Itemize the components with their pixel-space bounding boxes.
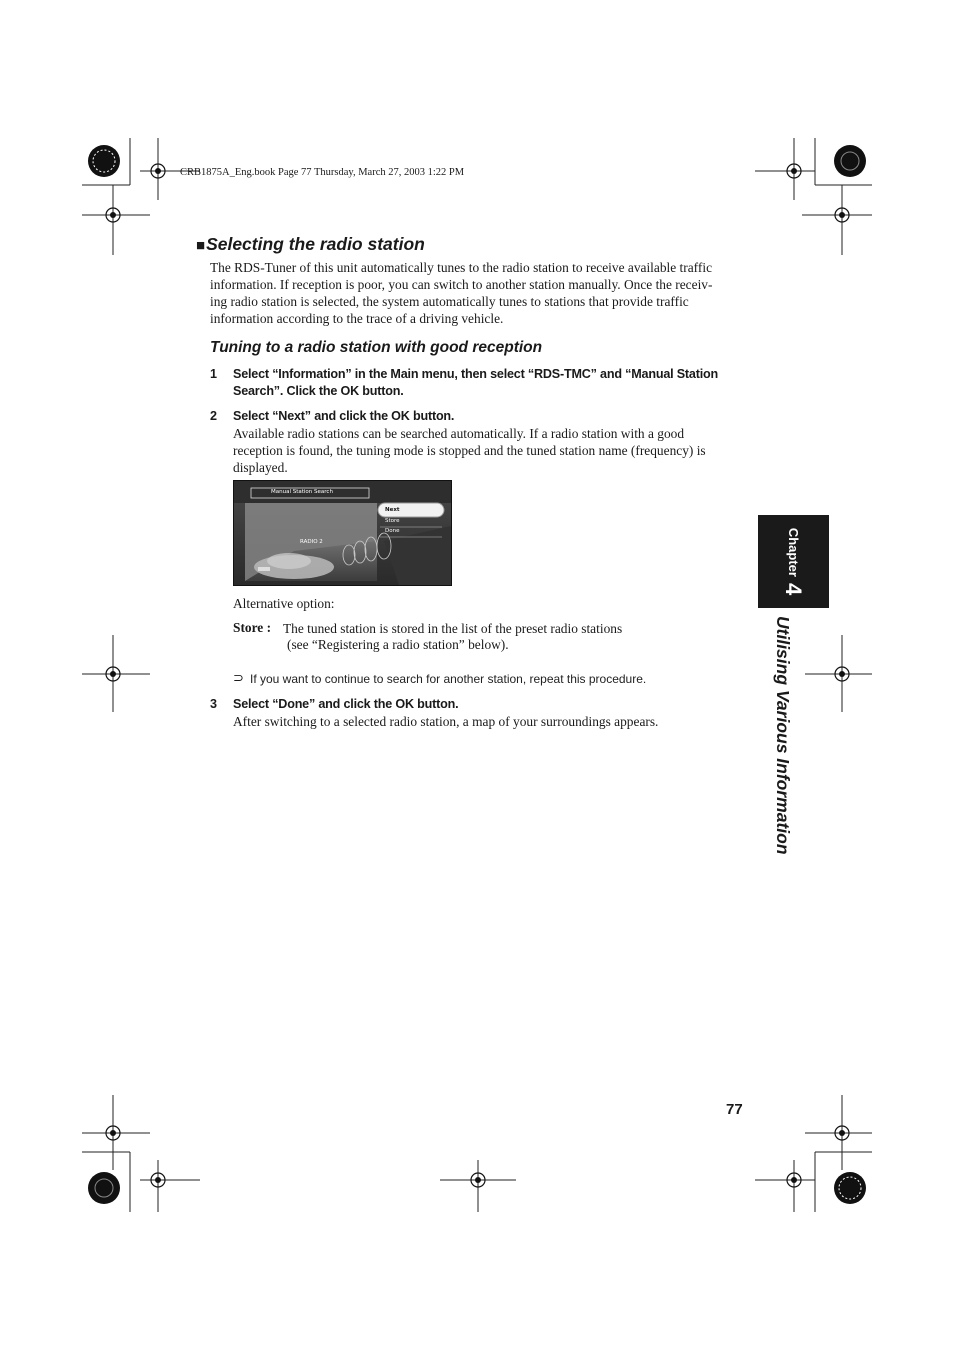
step-number: 1 xyxy=(210,367,217,381)
alternative-option-label: Alternative option: xyxy=(233,596,335,611)
body-line: reception is found, the tuning mode is stopped and the tuned station name (frequency) is xyxy=(233,443,706,458)
body-line: After switching to a selected radio station, a map of your surroundings appears. xyxy=(233,714,659,729)
chapter-tab xyxy=(758,515,829,608)
station-name: RADIO 2 xyxy=(300,539,323,545)
square-bullet: ■ xyxy=(196,237,206,254)
menu-store-button[interactable]: Store xyxy=(385,518,400,524)
step-instruction: Select “Done” and click the OK button. xyxy=(233,697,459,711)
store-term: Store : xyxy=(233,620,272,635)
section-title-text: Selecting the radio station xyxy=(206,234,425,254)
body-line: displayed. xyxy=(233,460,288,475)
tip-text: If you want to continue to search for another station, repeat this procedure. xyxy=(250,672,647,686)
chapter-number: 4 xyxy=(781,582,807,596)
step-1 xyxy=(210,366,750,400)
step-number: 3 xyxy=(210,697,217,711)
step-number: 2 xyxy=(210,409,217,423)
body-line: Available radio stations can be searched automatically. If a radio station with a good xyxy=(233,426,685,441)
section-title xyxy=(196,234,425,255)
step-instruction: Select “Information” in the Main menu, then select “RDS-TMC” and “Manual Station xyxy=(233,367,718,381)
subsection-title: Tuning to a radio station with good reception xyxy=(210,339,543,356)
store-description: The tuned station is stored in the list of the preset radio stations xyxy=(283,621,623,636)
step-instruction: Search”. Click the OK button. xyxy=(233,384,404,398)
step-2-body xyxy=(233,425,706,476)
intro-line: The RDS-Tuner of this unit automatically tunes to the radio station to receive available traffic xyxy=(210,260,713,275)
intro-line: information according to the trace of a driving vehicle. xyxy=(210,311,504,326)
step-2 xyxy=(210,408,750,425)
screenshot-graphic xyxy=(234,481,451,585)
step-3 xyxy=(210,696,750,713)
screen-title: Manual Station Search xyxy=(271,489,333,495)
intro-line: ing radio station is selected, the system automatically tunes to stations that provide traffic xyxy=(210,294,689,309)
intro-line: information. If reception is poor, you can switch to another station manually. Once the receiv- xyxy=(210,277,713,292)
menu-done-button[interactable]: Done xyxy=(385,528,400,534)
step-3-body xyxy=(233,713,658,730)
store-description-cont: (see “Registering a radio station” below). xyxy=(287,637,509,652)
file-info-header: CRB1875A_Eng.book Page 77 Thursday, March 27, 2003 1:22 PM xyxy=(180,167,465,178)
chapter-label: Chapter xyxy=(786,527,801,577)
step-instruction: Select “Next” and click the OK button. xyxy=(233,409,455,423)
chapter-side-title: Utilising Various Information xyxy=(773,616,793,855)
tip-icon: ⊃ xyxy=(233,671,244,686)
menu-next-button[interactable]: Next xyxy=(385,507,400,513)
intro-paragraph xyxy=(210,259,750,327)
manual-station-search-screenshot xyxy=(233,480,452,586)
page-number: 77 xyxy=(726,1101,743,1118)
